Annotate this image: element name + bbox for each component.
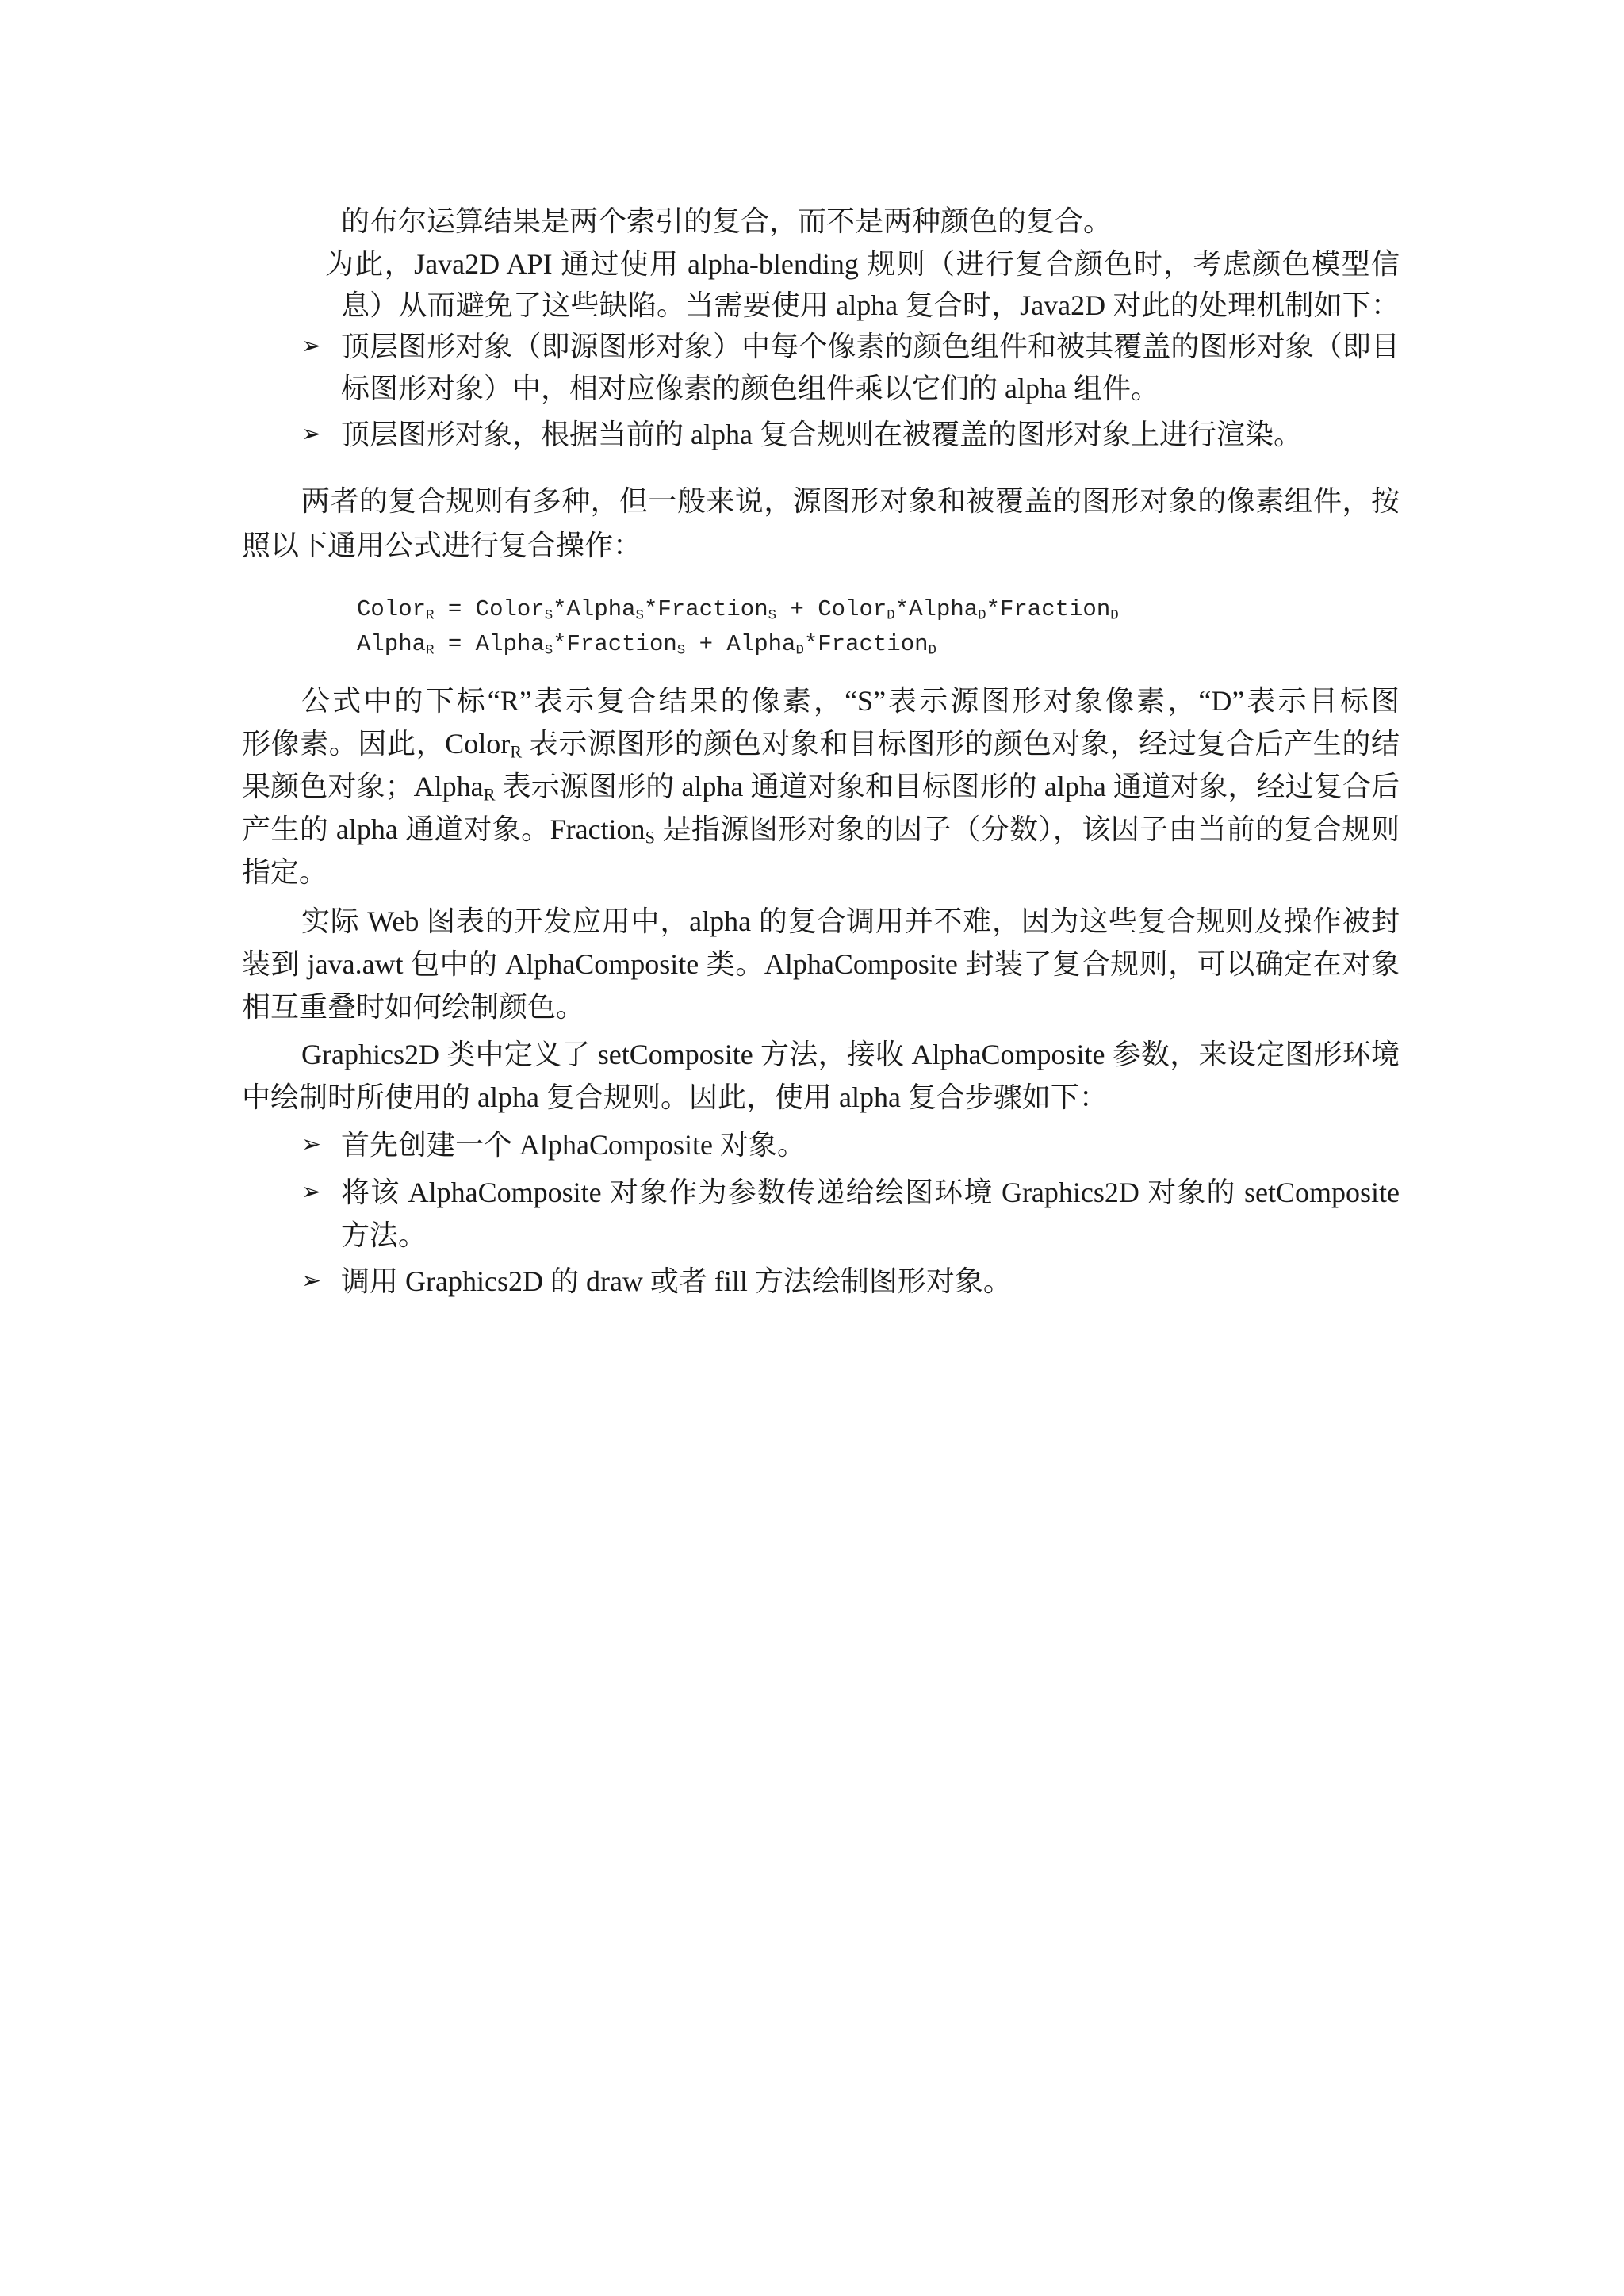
bullet-arrow-icon: ➢ — [301, 1131, 322, 1158]
bullet-arrow-icon: ➢ — [301, 1267, 322, 1295]
paragraph-line: 照以下通用公式进行复合操作： — [242, 530, 642, 561]
bullet-text: 方法。 — [341, 1219, 427, 1251]
paragraph-line: 装到 java.awt 包中的 AlphaComposite 类。AlphaComposite 封装了复合规则，可以确定在对象 — [242, 948, 1400, 980]
text-line: 息）从而避免了这些缺陷。当需要使用 alpha 复合时，Java2D 对此的处理机制如下： — [341, 289, 1400, 321]
paragraph-line: 中绘制时所使用的 alpha 复合规则。因此，使用 alpha 复合步骤如下： — [242, 1081, 1108, 1113]
bullet-arrow-icon: ➢ — [301, 1178, 322, 1206]
paragraph-line: 形像素。因此，Color$_R$ 表示源图形的颜色对象和目标图形的颜色对象，经过复合后产生的结 — [242, 728, 1400, 762]
text-line: 为此，Java2D API 通过使用 alpha-blending 规则（进行复合颜色时，考虑颜色模型信 — [325, 248, 1400, 280]
paragraph-line: 两者的复合规则有多种，但一般来说，源图形对象和被覆盖的图形对象的像素组件，按 — [301, 485, 1400, 517]
paragraph-line: 果颜色对象；Alpha$_R$ 表示源图形的 alpha 通道对象和目标图形的 alpha 通道对象，经过复合后 — [242, 771, 1400, 805]
paragraph-line: 指定。 — [242, 856, 328, 888]
bullet-text: 标图形对象）中，相对应像素的颜色组件乘以它们的 alpha 组件。 — [341, 373, 1159, 404]
formula-line-1: Color$_R$ = Color$_S$*Alpha$_S$*Fraction$_S$ + Color$_D$*Alpha$_D$*Fraction$_D$ — [357, 596, 1119, 624]
bullet-arrow-icon: ➢ — [301, 332, 322, 360]
bullet-text: 调用 Graphics2D 的 draw 或者 fill 方法绘制图形对象。 — [341, 1265, 1012, 1297]
paragraph-line: 公式中的下标“R”表示复合结果的像素，“S”表示源图形对象像素，“D”表示目标图 — [301, 685, 1400, 717]
bullet-arrow-icon: ➢ — [301, 420, 322, 448]
bullet-text: 首先创建一个 AlphaComposite 对象。 — [341, 1129, 806, 1161]
paragraph-line: Graphics2D 类中定义了 setComposite 方法，接收 AlphaComposite 参数，来设定图形环境 — [301, 1039, 1400, 1070]
paragraph-line: 相互重叠时如何绘制颜色。 — [242, 991, 585, 1023]
bullet-text: 将该 AlphaComposite 对象作为参数传递给绘图环境 Graphics2D 对象的 setComposite — [341, 1177, 1400, 1208]
paragraph-line: 产生的 alpha 通道对象。Fraction$_S$ 是指源图形对象的因子（分数），该因子由当前的复合规则 — [242, 813, 1400, 848]
paragraph-line: 实际 Web 图表的开发应用中，alpha 的复合调用并不难，因为这些复合规则及操作被封 — [301, 905, 1400, 937]
formula-line-2: Alpha$_R$ = Alpha$_S$*Fraction$_S$ + Alpha$_D$*Fraction$_D$ — [357, 631, 936, 659]
bullet-text: 顶层图形对象（即源图形对象）中每个像素的颜色组件和被其覆盖的图形对象（即目 — [341, 331, 1400, 362]
bullet-text: 顶层图形对象，根据当前的 alpha 复合规则在被覆盖的图形对象上进行渲染。 — [341, 419, 1302, 450]
text-line: 的布尔运算结果是两个索引的复合，而不是两种颜色的复合。 — [341, 205, 1113, 237]
